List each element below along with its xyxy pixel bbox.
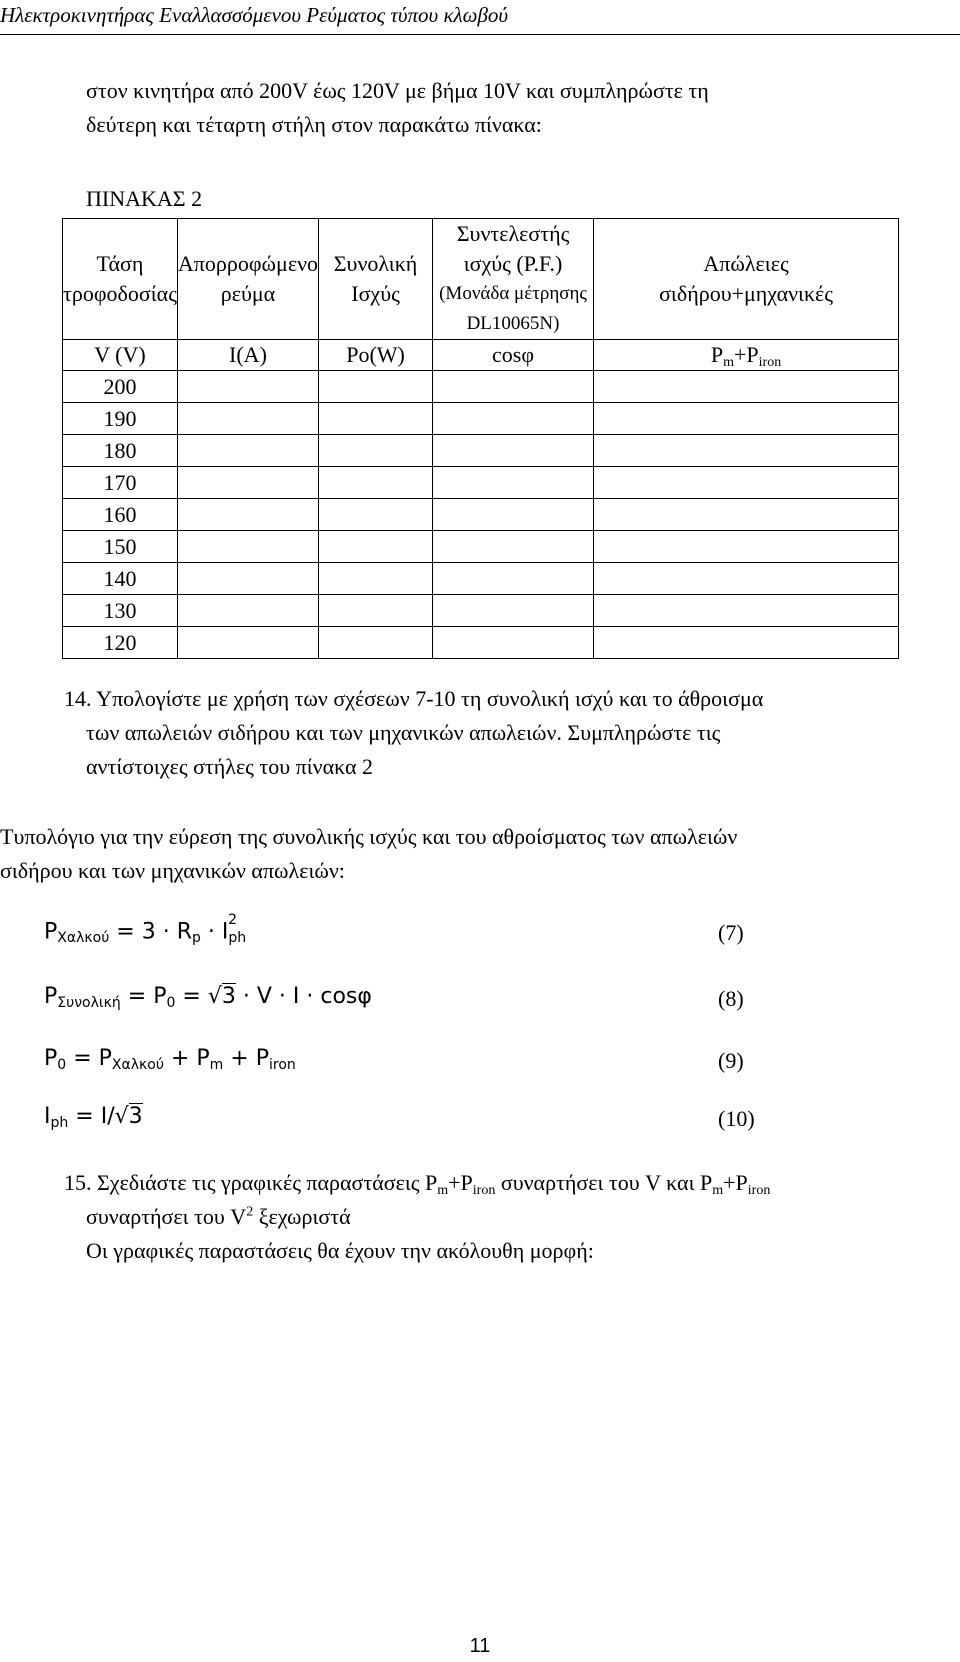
equation-9: $P_0 = P_{X\alpha\lambda\kappa oύ} + P_m + P_{iron}$	[44, 1046, 296, 1073]
page-number: 11	[469, 1635, 491, 1657]
equation-number-10: (10)	[718, 1106, 755, 1131]
step14-line-1: 14. Υπολογίστε με χρήση των σχέσεων 7-10 τη συνολική ισχύ και το άθροισμα	[64, 686, 764, 711]
measurement-table-wrap	[62, 218, 899, 659]
intro-line-2: δεύτερη και τέταρτη στήλη στον παρακάτω πίνακα:	[86, 112, 542, 137]
header-power-factor: Συντελεστής ισχύς (P.F.) (Μονάδα μέτρησης DL10065N)	[433, 219, 594, 340]
equation-8: $P_{\Sigma\upsilon\nu o\lambda\iota\kappa ή} = P_0 = √3 \cdot V \cdot I \cdot \cos\varphi$	[44, 984, 372, 1011]
sqrt-sign: √	[207, 984, 222, 1009]
unit-current: I(A)	[177, 340, 318, 371]
step15-line-1: 15. Σχεδιάστε τις γραφικές παραστάσεις $P_m+P_{iron}$ συναρτήσει του V και $P_m+P_{iron}$	[64, 1170, 771, 1198]
unit-voltage: V (V)	[63, 340, 178, 371]
unit-losses: $P_m+P_{iron}$	[594, 340, 899, 371]
equation-number-7: (7)	[718, 920, 744, 945]
measurement-table	[62, 218, 899, 659]
formulas-intro-line-2: σιδήρου και των μηχανικών απωλειών:	[0, 858, 345, 883]
formulas-intro-line-1: Τυπολόγιο για την εύρεση της συνολικής ισχύς και του αθροίσματος των απωλειών	[0, 824, 738, 849]
table-units-row	[63, 340, 899, 371]
voltage-cell: 200	[63, 371, 178, 403]
table-row	[63, 499, 899, 531]
header-current: Απορροφώμενο ρεύμα	[177, 219, 318, 340]
voltage-cell: 140	[63, 563, 178, 595]
step15-line-3: Οι γραφικές παραστάσεις θα έχουν την ακόλουθη μορφή:	[86, 1238, 594, 1263]
equation-number-8: (8)	[718, 986, 744, 1011]
header-power: Συνολική Ισχύς	[319, 219, 433, 340]
table-row	[63, 531, 899, 563]
step15-line-2: συναρτήσει του $V^2$ ξεχωριστά	[86, 1204, 351, 1229]
table-row	[63, 371, 899, 403]
table-row	[63, 595, 899, 627]
unit-power-factor: cosφ	[433, 340, 594, 371]
header-losses: Απώλειες σιδήρου+μηχανικές	[594, 219, 899, 340]
step14-line-2: των απωλειών σιδήρου και των μηχανικών απωλειών. Συμπληρώστε τις	[86, 720, 721, 745]
table-row	[63, 467, 899, 499]
table-caption: ΠΙΝΑΚΑΣ 2	[86, 186, 203, 211]
step14-line-3: αντίστοιχες στήλες του πίνακα 2	[86, 754, 374, 779]
equation-7: $P_{X\alpha\lambda\kappa oύ} = 3 \cdot R_p \cdot I_{ph}^2$	[44, 912, 247, 947]
table-row	[63, 435, 899, 467]
voltage-cell: 120	[63, 627, 178, 659]
table-row	[63, 403, 899, 435]
equation-10: $I_{ph} = I/√3$	[44, 1104, 143, 1131]
table-row	[63, 627, 899, 659]
table-row	[63, 563, 899, 595]
intro-line-1: στον κινητήρα από 200V έως 120V με βήμα 10V και συμπληρώστε τη	[86, 78, 709, 103]
header-voltage: Τάση τροφοδοσίας	[63, 219, 178, 340]
voltage-cell: 130	[63, 595, 178, 627]
unit-power: Po(W)	[319, 340, 433, 371]
voltage-cell: 180	[63, 435, 178, 467]
header-title: Ηλεκτροκινητήρας Εναλλασσόμενου Ρεύματος τύπου κλωβού	[0, 3, 509, 27]
voltage-cell: 170	[63, 467, 178, 499]
voltage-cell: 190	[63, 403, 178, 435]
voltage-cell: 160	[63, 499, 178, 531]
voltage-cell: 150	[63, 531, 178, 563]
sqrt-sign: √	[114, 1104, 129, 1129]
table-header-row	[63, 219, 899, 340]
page-header	[0, 0, 960, 35]
equation-number-9: (9)	[718, 1048, 744, 1073]
